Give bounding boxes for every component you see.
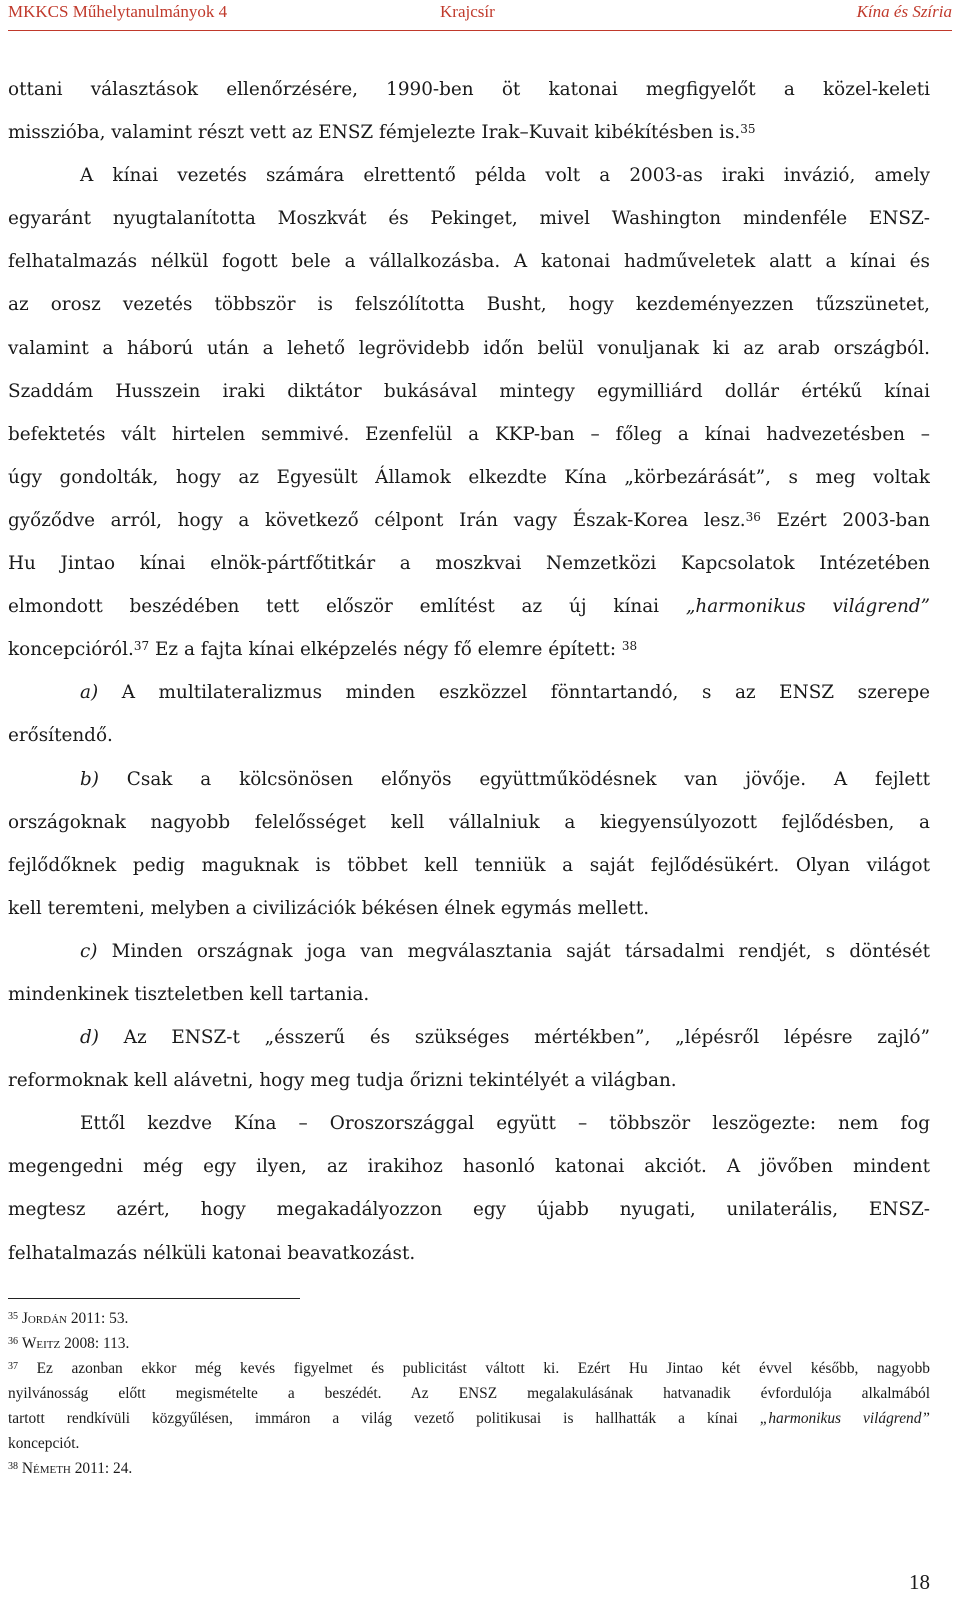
citation-author: Weitz: [21, 1335, 61, 1352]
text-line: ottani választások ellenőrzésére, 1990-ben öt katonai megfigyelőt a közel-keleti: [8, 79, 930, 100]
text-line: egyaránt nyugtalanította Moszkvát és Pekinget, mivel Washington mindenféle ENSZ-: [8, 208, 930, 230]
header-series-title: MKKCS Műhelytanulmányok 4: [8, 2, 228, 21]
footnote-text: Ez azonban ekkor még kevés figyelmet és publicitást váltott ki. Ezért Hu Jintao két évvel később, nagyobb: [36, 1360, 930, 1377]
footnote-text: tartott rendkívüli közgyűlésen, immáron a világ vezető politikusai is hallhatták a kínai: [8, 1410, 760, 1427]
text-line: [8, 628, 930, 671]
text-line: A kínai vezetés számára elrettentő példa volt a 2003-as iraki invázió, amely: [80, 165, 930, 187]
list-label: c): [80, 940, 98, 962]
text-line: [8, 499, 930, 542]
text-span: A multilateralizmus minden eszközzel fönntartandó, s az ENSZ szerepe: [98, 682, 930, 704]
text-line: Hu Jintao kínai elnök-pártfőtitkár a moszkvai Nemzetközi Kapcsolatok Intézetében: [8, 553, 930, 575]
footnote-number: 35: [8, 1311, 18, 1322]
text-line: fejlődőknek pedig maguknak is többet kell tenniük a saját fejlődésükért. Olyan világot: [8, 854, 930, 876]
footnote-number: 37: [8, 1361, 18, 1372]
header-chapter-title: Kína és Szíria: [856, 2, 952, 21]
text-line: valamint a háború után a lehető legrövidebb időn belül vonuljanak ki az arab országból.: [8, 337, 930, 359]
text-line: [8, 111, 930, 154]
list-item-b: [8, 758, 930, 801]
text-line: befektetés vált hirtelen semmivé. Ezenfelül a KKP-ban – főleg a kínai hadvezetésben –: [8, 423, 930, 445]
citation-detail: 2008: 113.: [60, 1335, 130, 1352]
text-span: Ez a fajta kínai elképzelés négy fő elemre épített:: [149, 639, 622, 661]
footnote-ref-37[interactable]: 37: [133, 639, 150, 654]
text-line: Ettől kezdve Kína – Oroszországgal együtt – többször leszögezte: nem fog: [80, 1113, 930, 1135]
footnote-ref-38[interactable]: 38: [621, 639, 638, 654]
text-line: reformoknak kell alávetni, hogy meg tudja őrizni tekintélyét a világban.: [8, 1070, 677, 1092]
text-line: [8, 585, 930, 628]
footnote-36: [8, 1331, 930, 1356]
citation-author: Németh: [21, 1460, 71, 1477]
text-line: úgy gondolták, hogy az Egyesült Államok elkezdte Kína „körbezárását”, s meg voltak: [8, 466, 930, 488]
text-line: megtesz azért, hogy megakadályozzon egy újabb nyugati, unilaterális, ENSZ-: [8, 1199, 930, 1221]
text-line: országoknak nagyobb felelősséget kell vállalniuk a kiegyensúlyozott fejlődésben, a: [8, 811, 930, 833]
list-item-a: [8, 671, 930, 714]
citation-detail: 2011: 53.: [66, 1310, 129, 1327]
body-text: [8, 68, 930, 1275]
citation-author: Jordán: [21, 1310, 67, 1327]
concept-name: „harmonikus világrend”: [759, 1410, 930, 1427]
list-item-c: [8, 930, 930, 973]
text-span: koncepcióról.: [8, 639, 134, 661]
text-line: mindenkinek tiszteletben kell tartania.: [8, 983, 370, 1005]
text-span: Az ENSZ-t „ésszerű és szükséges mértékben”, „lépésről lépésre zajló”: [98, 1027, 930, 1049]
list-item-d: [8, 1016, 930, 1059]
text-span: győződve arról, hogy a következő célpont Irán vagy Észak-Korea lesz.: [8, 509, 746, 531]
text-line: megengedni még egy ilyen, az irakihoz hasonló katonai akciót. A jövőben mindent: [8, 1156, 930, 1178]
footnotes: [8, 1306, 930, 1481]
footnote-35: [8, 1306, 930, 1331]
footnote-number: 36: [8, 1336, 18, 1347]
citation-detail: 2011: 24.: [70, 1460, 133, 1477]
running-header: [8, 0, 952, 28]
footnote-separator: [8, 1298, 300, 1299]
text-line: Szaddám Husszein iraki diktátor bukásával mintegy egymilliárd dollár értékű kínai: [8, 380, 930, 402]
footnote-37: [8, 1356, 930, 1381]
footnote-text-line: [8, 1406, 930, 1431]
footnote-38: [8, 1456, 930, 1481]
footnote-ref-35[interactable]: 35: [740, 122, 756, 137]
footnote-text-line: koncepciót.: [8, 1435, 80, 1452]
text-span: misszióba, valamint részt vett az ENSZ fémjelezte Irak–Kuvait kibékítésben is.: [8, 122, 741, 144]
text-span: Csak a kölcsönösen előnyös együttműködésnek van jövője. A fejlett: [98, 768, 930, 790]
text-span: elmondott beszédében tett először említést az új kínai: [8, 596, 686, 618]
text-line: erősítendő.: [8, 725, 113, 747]
text-line: kell teremteni, melyben a civilizációk békésen élnek egymás mellett.: [8, 897, 650, 919]
text-line: felhatalmazás nélkül fogott bele a vállalkozásba. A katonai hadműveletek alatt a kínai és: [8, 251, 930, 273]
text-line: az orosz vezetés többször is felszólította Busht, hogy kezdeményezzen tűzszünetet,: [8, 294, 930, 316]
text-span: Minden országnak joga van megválasztania saját társadalmi rendjét, s döntését: [97, 940, 930, 962]
list-label: a): [80, 682, 99, 704]
list-label: d): [80, 1027, 99, 1049]
text-line: felhatalmazás nélküli katonai beavatkozást.: [8, 1242, 416, 1264]
header-rule: [8, 30, 952, 31]
concept-name: „harmonikus világrend”: [685, 596, 930, 618]
page-number: 18: [909, 1570, 930, 1594]
list-label: b): [80, 768, 99, 790]
footnote-text-line: nyilvánosság előtt megismételte a beszédét. Az ENSZ megalakulásának hatvanadik évfordulója alkalmából: [8, 1385, 930, 1402]
footnote-ref-36[interactable]: 36: [745, 509, 761, 524]
header-author: Krajcsír: [440, 2, 495, 21]
footnote-number: 38: [8, 1461, 18, 1472]
text-span: Ezért 2003-ban: [760, 509, 930, 531]
